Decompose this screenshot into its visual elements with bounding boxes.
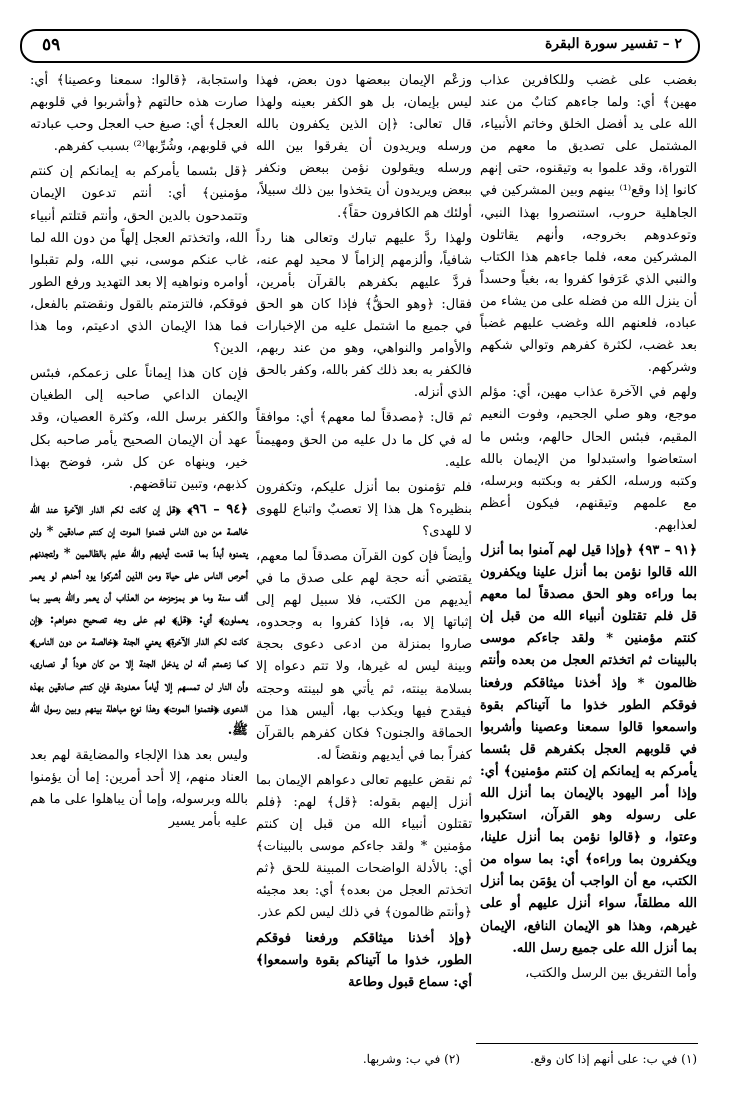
paragraph: بغضب على غضب وللكافرين عذاب مهين﴾ أي: ولما جاءهم كتابٌ من عند الله على يد أفضل الخلق وخاتم الأنبياء، المشتمل على تصديق ما معهم من التوراة، وقد علموا به وتيقنوه، حتى إنهم كانوا إذا وقع⁽¹⁾ بينهم وبين المشركين في الجاهلية حروب، استنصروا بهذا النبي، وتوعدوهم بخروجه، وأنهم يقاتلون المشركين معه، فلما جاءهم هذا الكتاب والنبي الذي عَرَفوا كفروا به، بغياً وحسداً أن ينزل الله من فضله على من يشاء من عباده، فلعنهم الله وغضب عليهم غضباً بعد غضب، لكثرة كفرهم وتوالي شكهم وشركهم.	[480, 73, 697, 376]
text-column-left	[30, 70, 248, 836]
page-header	[20, 29, 700, 63]
paragraph: وزعْم الإيمان ببعضها دون بعض، فهذا ليس بإيمان، بل هو الكفر بعينه ولهذا قال تعالى: ﴿إن الذين يكفرون بالله ورسله ويريدون أن يفرقوا بين الله ورسله ويقولون نؤمن ببعض ونكفر ببعض ويريدون أن يتخذوا بين ذلك سبيلاً، أولئك هم الكافرون حقاً﴾.	[256, 73, 472, 221]
paragraph: وأما التفريق بين الرسل والكتب،	[525, 965, 697, 981]
paragraph: ثم نقض عليهم تعالى دعواهم الإيمان بما أنزل إليهم بقوله: ﴿قل﴾ لهم: ﴿فلم تقتلون أنبياء الله من قبل إن كنتم مؤمنين * ولقد جاءكم موسى بالبينات﴾ أي: بالأدلة الواضحات المبينة للحق ﴿ثم اتخذتم العجل من بعده﴾ أي: بعد مجيئه ﴿وأنتم ظالمون﴾ في ذلك ليس لكم عذر.	[256, 772, 472, 921]
footnote-1: (١) في ب: على أنهم إذا كان وقع.	[530, 1052, 697, 1066]
verse-paragraph: ﴿٩١ – ٩٣﴾ ﴿وإذا قيل لهم آمنوا بما أنزل الله قالوا نؤمن بما أنزل علينا ويكفرون بما وراءه وهو الحق مصدقاً لما معهم قل فلم تقتلون أنبياء الله من قبل إن كنتم مؤمنين * ولقد جاءكم موسى بالبينات ثم اتخذتم العجل من بعده وأنتم ظالمون * وإذ أخذنا ميثاقكم ورفعنا فوقكم الطور خذوا ما آتيناكم بقوة واسمعوا قالوا سمعنا وعصينا وأشربوا في قلوبهم العجل بكفرهم قل بئسما يأمركم به إيمانكم إن كنتم مؤمنين﴾ أي: وإذا أمر اليهود بالإيمان بما أنزل الله على رسوله وهو القرآن، استكبروا وعتوا، و ﴿قالوا نؤمن بما أنزل علينا، ويكفرون بما وراءه﴾ أي: بما سواه من الكتب، مع أن الواجب أن يؤمَن بما أنزل الله مطلقاً، سواء أنزل عليهم أو على غيرهم، وهذا هو الإيمان النافع، الإيمان بما أنزل الله على جميع رسل الله.	[480, 542, 697, 956]
paragraph: وليس بعد هذا الإلجاء والمضايقة لهم بعد العناد منهم، إلا أحد أمرين: إما أن يؤمنوا بالله وبرسوله، وإما أن يباهلوا على ما هم عليه بأمر يسير	[30, 747, 248, 830]
verse-paragraph: ﴿وإذ أخذنا ميثاقكم ورفعنا فوقكم الطور، خذوا ما آتيناكم بقوة واسمعوا﴾ أي: سماع قبول وطاعة	[256, 930, 472, 990]
paragraph: فإن كان هذا إيماناً على زعمكم، فبئس الإيمان الداعي صاحبه إلى الطغيان والكفر برسل الله، وكثرة العصيان، وقد عهد أن الإيمان الصحيح يأمر صاحبه بكل خير، وينهاه عن كل شر، فوضح بهذا كذبهم، وتبين تناقضهم.	[30, 366, 248, 492]
paragraph: وأيضاً فإن كون القرآن مصدقاً لما معهم، يقتضي أنه حجة لهم على صدق ما في أيديهم من الكتب، فلا سبيل لهم إلى إثباتها إلا به، فإذا كفروا به وجحدوه، صاروا بمنزلة من ادعى دعوى بحجة وبينة ليس له غيرها، ولا تتم دعواه إلا بسلامة بينته، ثم يأتي هو لبينته وحجته فيقدح فيها ويكذب بها، أليس هذا من الحماقة والجنون؟ فكان كفرهم بالقرآن كفراً بما في أيديهم ونقضاً له.	[256, 548, 472, 763]
paragraph: واستجابة، ﴿قالوا: سمعنا وعصينا﴾ أي: صارت هذه حالتهم ﴿وأشربوا في قلوبهم العجل﴾ أي: صبغ حب العجل وحب عبادته في قلوبهم، وشُرِّبها⁽²⁾ بسبب كفرهم.	[30, 73, 248, 155]
running-title: ٢ – تفسير سورة البقرة	[544, 36, 682, 52]
text-column-right	[480, 70, 697, 988]
paragraph: ثم قال: ﴿مصدقاً لما معهم﴾ أي: موافقاً له في كل ما دل عليه من الحق ومهيمناً عليه.	[256, 410, 472, 470]
text-column-middle	[256, 70, 472, 997]
footnote-2: (٢) في ب: وشربها.	[362, 1052, 460, 1066]
paragraph: ولهذا ردَّ عليهم تبارك وتعالى هنا رداً شافياً، وألزمهم إلزاماً لا محيد لهم عنه، فردَّ عليهم بكفرهم بالقرآن بأمرين، فقال: ﴿وهو الحقُّ﴾ فإذا كان هو الحق في جميع ما اشتمل عليه من الإخبارات والأوامر والنواهي، وهو من عند ربهم، فالكفر به بعد ذلك كفر بالله، وكفر بالحق الذي أنزله.	[256, 230, 472, 401]
paragraph: ولهم في الآخرة عذاب مهين، أي: مؤلم موجع، وهو صلي الجحيم، وفوت النعيم المقيم، فبئس الحال حالهم، وبئس ما استعاضوا واستبدلوا من الإيمان بالله وكتبه ورسله، الكفر به وبكتبه وبرسله، مع علمهم وتيقنهم، فيكون أعظم لعذابهم.	[480, 385, 697, 533]
paragraph: فلم تؤمنون بما أنزل عليكم، وتكفرون بنظيره؟ هل هذا إلا تعصبٌ واتباع للهوى لا للهدى؟	[256, 479, 472, 539]
footnote-divider	[476, 1043, 698, 1044]
paragraph: ﴿قل بئسما يأمركم به إيمانكم إن كنتم مؤمنين﴾ أي: أنتم تدعون الإيمان وتتمدحون بالدين الحق، وأنتم قتلتم أنبياء الله، واتخذتم العجل إلهاً من دون الله لما غاب عنكم موسى، نبي الله، ولم تقبلوا أوامره ونواهيه إلا بعد التهديد ورفع الطور فوقكم، فالتزمتم بالقول ونقضتم بالفعل، فما هذا الإيمان الذي ادعيتم، وما هذا الدين؟	[30, 164, 248, 357]
verse-paragraph: ﴿٩٤ – ٩٦﴾ ﴿قل إن كانت لكم الدار الآخرة عند الله خالصة من دون الناس فتمنوا الموت إن كنتم صادقين * ولن يتمنوه أبداً بما قدمت أيديهم والله عليم بالظالمين * ولتجدنهم أحرص الناس على حياة ومن الذين أشركوا يود أحدهم لو يعمر ألف سنة وما هو بمزحزحه من العذاب أن يعمر والله بصير بما يعملون﴾ أي: ﴿قل﴾ لهم على وجه تصحيح دعواهم: ﴿إن كانت لكم الدار الآخرة﴾ يعني الجنة ﴿خالصة من دون الناس﴾ كما زعمتم أنه لن يدخل الجنة إلا من كان هوداً أو نصارى، وأن النار لن تمسهم إلا أياماً معدودة، فإن كنتم صادقين بهذه الدعوى ﴿فتمنوا الموت﴾ وهذا نوع مباهلة بينهم وبين رسول الله ﷺ.	[30, 501, 248, 738]
page-number: ٥٩	[42, 35, 61, 55]
